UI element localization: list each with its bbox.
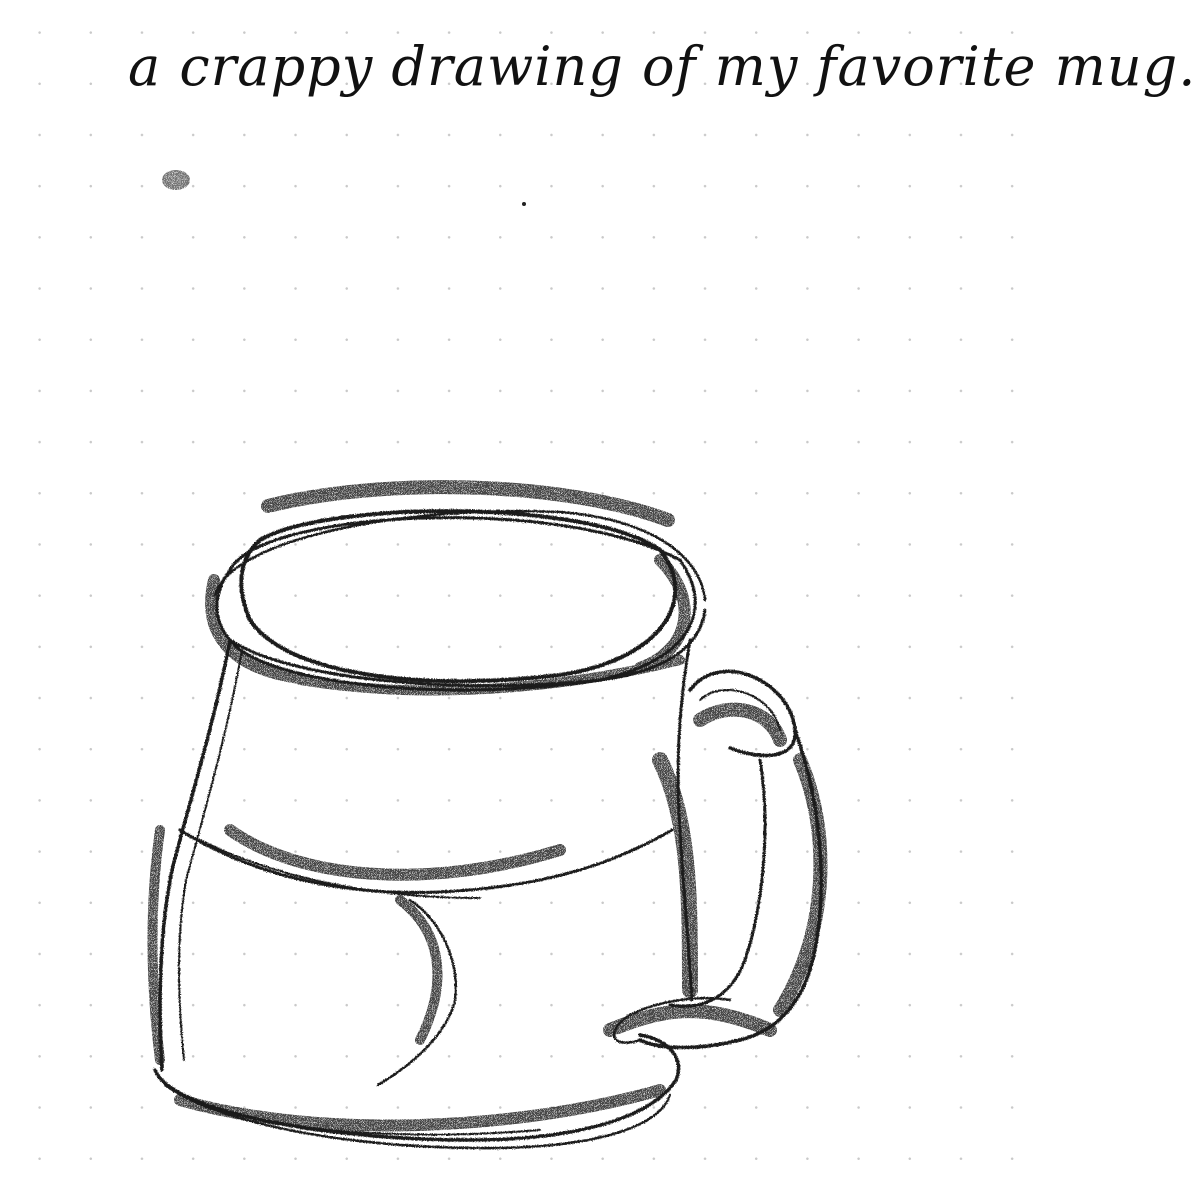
stray-dot <box>522 202 526 206</box>
mug-outline <box>155 511 821 1148</box>
stray-smudge <box>162 170 190 190</box>
handwritten-caption: a crappy drawing of my favorite mug. <box>128 35 1196 98</box>
mug-shading <box>153 487 821 1125</box>
